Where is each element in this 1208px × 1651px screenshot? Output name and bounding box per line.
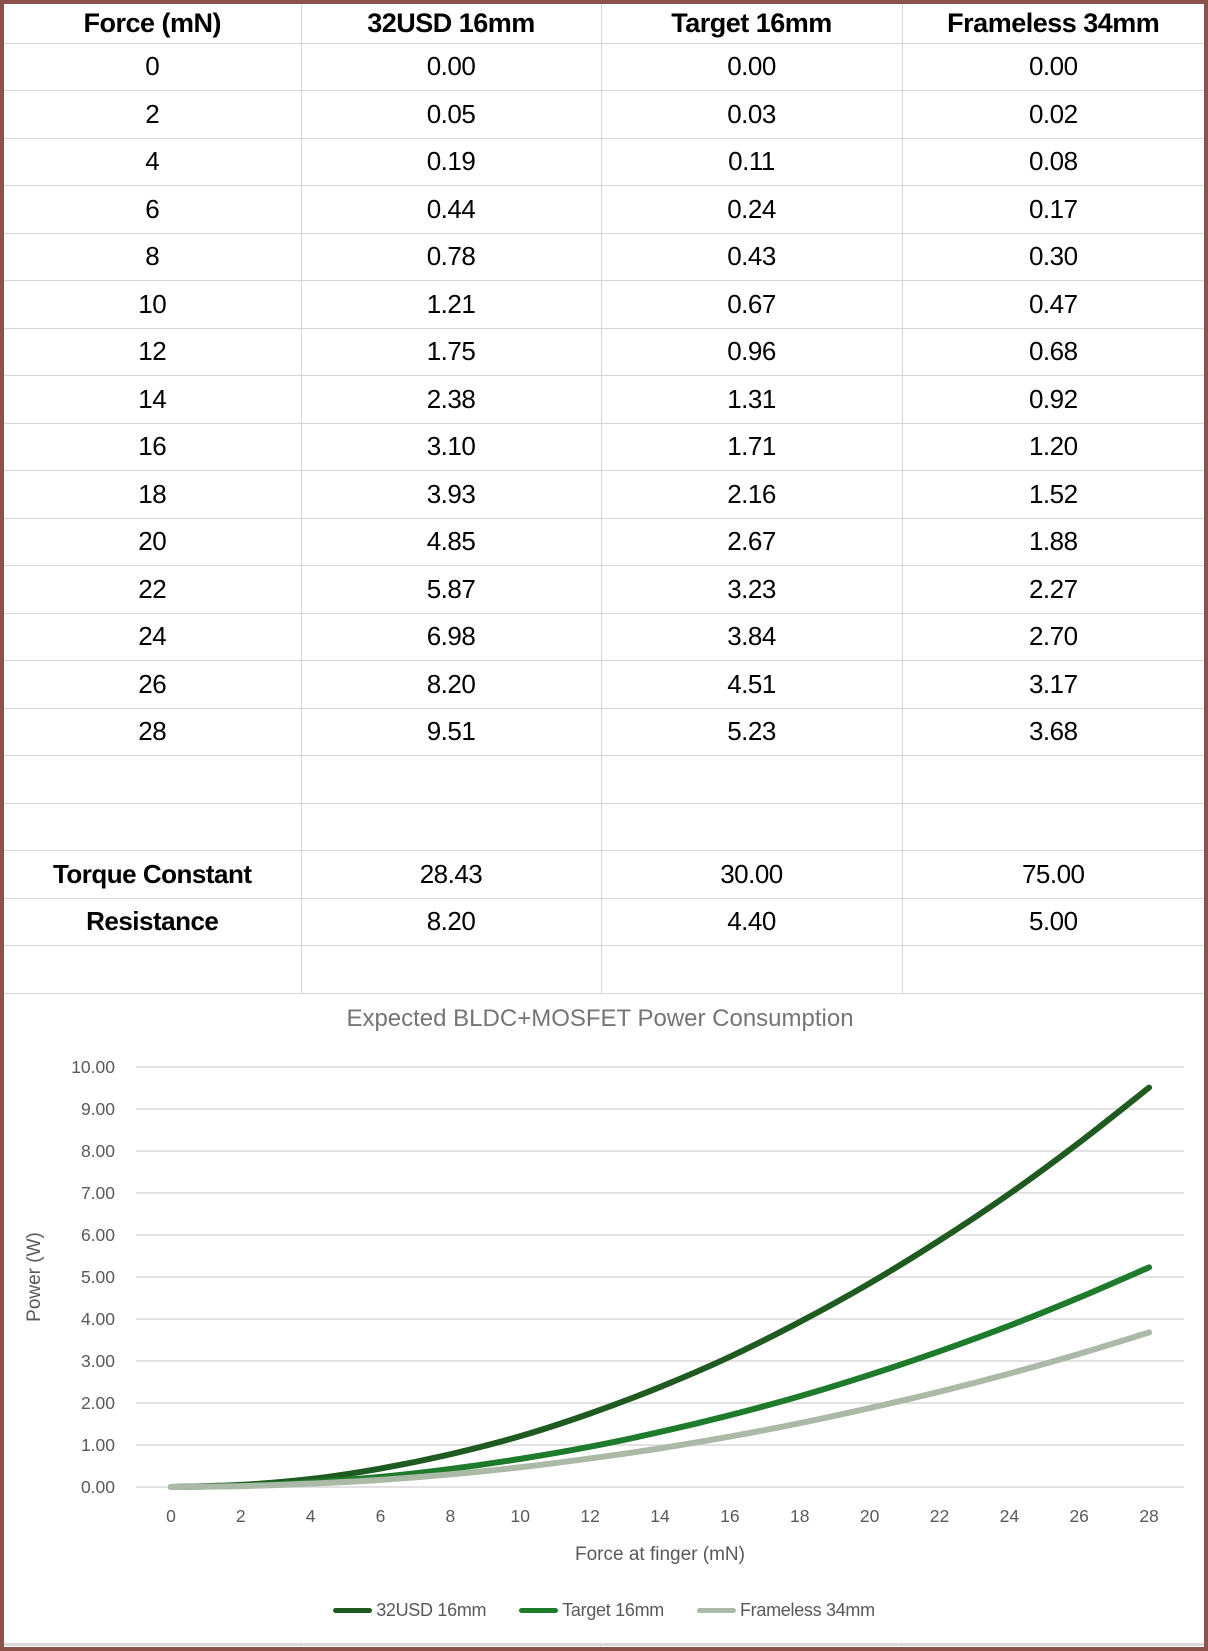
svg-text:16: 16 — [720, 1506, 740, 1526]
table-cell[interactable]: 0.08 — [902, 138, 1204, 186]
svg-text:9.00: 9.00 — [80, 1099, 115, 1119]
series-lines — [171, 1088, 1149, 1487]
table-cell[interactable]: 8.20 — [301, 898, 601, 946]
x-axis-title: Force at finger (mN) — [575, 1544, 745, 1565]
empty-cell[interactable] — [4, 803, 301, 851]
svg-text:2.00: 2.00 — [80, 1393, 115, 1413]
table-cell[interactable]: 9.51 — [301, 708, 601, 756]
chart-legend — [4, 1600, 1204, 1621]
svg-text:7.00: 7.00 — [80, 1183, 115, 1203]
table-cell[interactable]: 2.67 — [601, 518, 902, 566]
table-cell[interactable]: 0.43 — [601, 233, 902, 281]
table-cell[interactable]: 2.16 — [601, 471, 902, 519]
empty-cell[interactable] — [4, 756, 301, 804]
legend-item — [333, 1600, 486, 1621]
table-cell[interactable]: 14 — [4, 376, 301, 424]
table-cell[interactable]: 1.71 — [601, 423, 902, 471]
power-chart[interactable] — [4, 993, 1204, 1643]
data-table — [4, 4, 1204, 993]
table-cell[interactable]: 1.21 — [301, 281, 601, 329]
svg-text:14: 14 — [650, 1506, 670, 1526]
table-cell[interactable]: 22 — [4, 566, 301, 614]
table-cell[interactable]: 0.67 — [601, 281, 902, 329]
legend-label: 32USD 16mm — [376, 1600, 487, 1620]
cell-border-stub — [901, 1646, 902, 1650]
table-cell[interactable]: 0.68 — [902, 328, 1204, 376]
empty-cell[interactable] — [601, 803, 902, 851]
table-cell[interactable]: 28 — [4, 708, 301, 756]
empty-cell[interactable] — [601, 756, 902, 804]
empty-cell[interactable] — [902, 803, 1204, 851]
legend-swatch-target-16mm — [519, 1608, 558, 1614]
table-cell[interactable]: 4.51 — [601, 661, 902, 709]
legend-label: Frameless 34mm — [739, 1600, 875, 1620]
gridlines — [136, 1067, 1184, 1487]
table-cell[interactable]: 1.52 — [902, 471, 1204, 519]
svg-text:6.00: 6.00 — [80, 1225, 115, 1245]
empty-cell[interactable] — [902, 946, 1204, 994]
svg-text:1.00: 1.00 — [80, 1435, 115, 1455]
empty-cell[interactable] — [301, 803, 601, 851]
svg-text:18: 18 — [789, 1506, 810, 1526]
table-header-row — [4, 4, 1204, 43]
table-cell[interactable]: Resistance — [4, 898, 301, 946]
table-cell[interactable]: 3.23 — [601, 566, 902, 614]
empty-cell[interactable] — [601, 946, 902, 994]
column-header-cell[interactable]: 32USD 16mm — [301, 4, 601, 43]
table-cell[interactable]: 1.31 — [601, 376, 902, 424]
column-header-cell[interactable]: Frameless 34mm — [902, 4, 1204, 43]
chart-title: Expected BLDC+MOSFET Power Consumption — [346, 1005, 854, 1032]
legend-label: Target 16mm — [562, 1600, 664, 1620]
table-cell[interactable]: 0.92 — [902, 376, 1204, 424]
svg-text:24: 24 — [999, 1506, 1020, 1526]
table-cell[interactable]: 6 — [4, 186, 301, 234]
table-cell[interactable]: 2 — [4, 91, 301, 139]
table-cell[interactable]: 0.44 — [301, 186, 601, 234]
cell-border-stub — [300, 1646, 301, 1650]
svg-text:5.00: 5.00 — [80, 1267, 115, 1287]
column-header-cell[interactable]: Target 16mm — [601, 4, 902, 43]
table-cell[interactable]: 0.05 — [301, 91, 601, 139]
svg-text:4: 4 — [305, 1506, 316, 1526]
svg-text:22: 22 — [929, 1506, 950, 1526]
table-cell[interactable]: 3.17 — [902, 661, 1204, 709]
svg-text:4.00: 4.00 — [80, 1309, 115, 1329]
table-cell[interactable]: 18 — [4, 471, 301, 519]
table-cell[interactable]: 4 — [4, 138, 301, 186]
y-axis-tick-labels — [71, 1057, 115, 1497]
column-header-cell[interactable]: Force (mN) — [4, 4, 301, 43]
table-cell[interactable]: 0.00 — [301, 43, 601, 91]
table-cell[interactable]: 0.47 — [902, 281, 1204, 329]
table-cell[interactable]: 0.96 — [601, 328, 902, 376]
table-cell[interactable]: 75.00 — [902, 851, 1204, 899]
legend-swatch-32usd-16mm — [333, 1608, 372, 1614]
svg-text:28: 28 — [1139, 1506, 1159, 1526]
table-cell[interactable]: 2.70 — [902, 613, 1204, 661]
table-cell[interactable]: 5.00 — [902, 898, 1204, 946]
table-cell[interactable]: 1.20 — [902, 423, 1204, 471]
table-cell[interactable]: 1.75 — [301, 328, 601, 376]
table-cell[interactable]: 0.24 — [601, 186, 902, 234]
table-cell[interactable]: 1.88 — [902, 518, 1204, 566]
table-cell[interactable]: 4.40 — [601, 898, 902, 946]
svg-text:8.00: 8.00 — [80, 1141, 115, 1161]
table-cell[interactable]: 6.98 — [301, 613, 601, 661]
table-cell[interactable]: 0.30 — [902, 233, 1204, 281]
table-cell[interactable]: 0.03 — [601, 91, 902, 139]
table-cell[interactable]: 0.00 — [601, 43, 902, 91]
svg-text:0.00: 0.00 — [80, 1477, 115, 1497]
table-cell[interactable]: 2.38 — [301, 376, 601, 424]
table-cell[interactable]: 12 — [4, 328, 301, 376]
svg-text:3.00: 3.00 — [80, 1351, 115, 1371]
table-cell[interactable]: 5.23 — [601, 708, 902, 756]
table-cell[interactable]: 28.43 — [301, 851, 601, 899]
table-cell[interactable]: 2.27 — [902, 566, 1204, 614]
table-cell[interactable]: 30.00 — [601, 851, 902, 899]
svg-text:2: 2 — [235, 1506, 246, 1526]
table-cell[interactable]: 0.02 — [902, 91, 1204, 139]
cell-border-stub — [600, 1646, 601, 1650]
table-cell[interactable]: 3.68 — [902, 708, 1204, 756]
table-cell[interactable]: 24 — [4, 613, 301, 661]
svg-text:10.00: 10.00 — [71, 1057, 115, 1077]
table-cell[interactable]: 0 — [4, 43, 301, 91]
table-cell[interactable]: 26 — [4, 661, 301, 709]
table-cell[interactable]: 8 — [4, 233, 301, 281]
svg-text:26: 26 — [1069, 1506, 1089, 1526]
series-line-frameless-34mm — [171, 1332, 1149, 1487]
x-axis-tick-labels — [166, 1506, 1159, 1526]
table-cell[interactable]: 3.10 — [301, 423, 601, 471]
table-cell[interactable]: 0.11 — [601, 138, 902, 186]
empty-cell[interactable] — [301, 946, 601, 994]
table-cell[interactable]: 3.84 — [601, 613, 902, 661]
y-axis-title: Power (W) — [24, 1232, 45, 1322]
table-cell[interactable]: 0.78 — [301, 233, 601, 281]
table-cell[interactable]: 16 — [4, 423, 301, 471]
table-cell[interactable]: 3.93 — [301, 471, 601, 519]
empty-cell[interactable] — [301, 756, 601, 804]
table-cell[interactable]: 0.19 — [301, 138, 601, 186]
svg-text:6: 6 — [375, 1506, 386, 1526]
svg-text:20: 20 — [859, 1506, 880, 1526]
svg-text:0: 0 — [166, 1506, 176, 1526]
svg-text:10: 10 — [510, 1506, 531, 1526]
empty-cell[interactable] — [4, 946, 301, 994]
table-cell[interactable]: 10 — [4, 281, 301, 329]
table-cell[interactable]: 0.17 — [902, 186, 1204, 234]
partial-row-strip — [4, 1643, 1204, 1650]
table-cell[interactable]: 4.85 — [301, 518, 601, 566]
chart-canvas — [4, 994, 1204, 1644]
table-cell[interactable]: 0.00 — [902, 43, 1204, 91]
table-cell[interactable]: 8.20 — [301, 661, 601, 709]
table-cell[interactable]: 20 — [4, 518, 301, 566]
table-cell[interactable]: 5.87 — [301, 566, 601, 614]
svg-text:12: 12 — [580, 1506, 600, 1526]
empty-cell[interactable] — [902, 756, 1204, 804]
table-cell[interactable]: Torque Constant — [4, 851, 301, 899]
legend-swatch-frameless-34mm — [697, 1608, 736, 1614]
table-body — [4, 43, 1204, 993]
svg-text:8: 8 — [445, 1506, 456, 1526]
legend-item — [519, 1600, 664, 1621]
legend-item — [697, 1600, 875, 1621]
series-line-32usd-16mm — [171, 1088, 1149, 1487]
